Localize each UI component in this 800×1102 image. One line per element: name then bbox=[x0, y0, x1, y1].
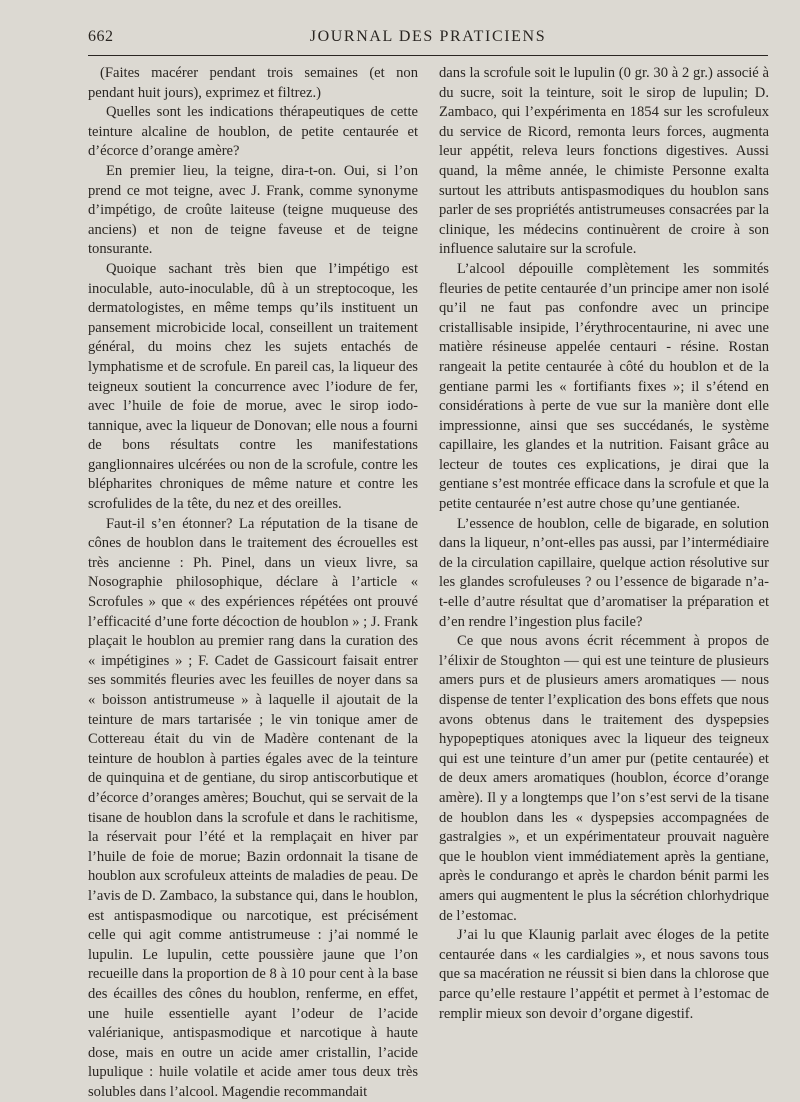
paragraph-continued: dans la scrofule soit le lupulin (0 gr. 30 à 2 gr.) associé à du sucre, soit la teinture, soit le sirop de lupulin; D. Zambaco, qui l’expérimenta en 1854 sur les scrofuleux du service de Ricord, remonta leurs forces, augmenta leur appétit, releva leurs fonctions digestives. Aussi quand, la même année, le chimiste Personne exalta surtout les attributs antispasmodiques du houblon sans parler de ses propriétés antistrumeuses consacrées par la clinique, les médecins continuèrent de croire à son influence salutaire sur la scrofule. bbox=[439, 65, 769, 258]
paragraph: Quelles sont les indications thérapeutiques de cette teinture alcaline de houblon, de petite centaurée et d’écorce d’orange amère? bbox=[88, 104, 418, 160]
left-column bbox=[88, 64, 418, 1102]
paragraph: L’essence de houblon, celle de bigarade, en solution dans la liqueur, n’ont-elles pas aussi, par l’intermédiaire de la circulation capillaire, quelque action résolutive sur les glandes scrofuleuses ? ou l’essence de bigarade n’a-t-elle d’autre résultat que d’aromatiser la préparation et d’en rendre l’ingestion plus facile? bbox=[439, 515, 769, 630]
right-column bbox=[439, 64, 769, 1024]
paragraph: J’ai lu que Klaunig parlait avec éloges de la petite centaurée dans « les cardialgies », et nous savons tous que sa macération ne réussit si bien dans la chlorose que parce qu’elle restaure l’appétit et permet à l’estomac de remplir mieux son devoir d’organe digestif. bbox=[439, 927, 769, 1022]
paragraph: Ce que nous avons écrit récemment à propos de l’élixir de Stoughton — qui est une teinture de plusieurs amers purs et de plusieurs amers aromatiques — nous dispense de tenter l’explication des bons effets que nous avons obtenus dans le traitement des dyspepsies hypopeptiques atoniques avec la liqueur des teigneux qui est une teinture d’un amer pur (petite centaurée) et de deux amers aromatiques (houblon, écorce d’orange amère). Il y a longtemps que l’on s’est servi de la tisane de houblon dans les « dyspepsies accompagnées de gastralgies », et un expérimentateur prouvait naguère que le houblon vient immédiatement après la gentiane, après le condurango et après le chardon bénit parmi les amers qui augmentent le plus la sécrétion chlorhydrique de l’estomac. bbox=[439, 633, 769, 924]
running-title: JOURNAL DES PRATICIENS bbox=[309, 28, 547, 45]
paragraph: (Faites macérer pendant trois semaines (et non pendant huit jours), exprimez et filtrez.) bbox=[88, 65, 418, 101]
page-number: 662 bbox=[88, 28, 114, 45]
header-rule bbox=[88, 55, 768, 56]
page-header bbox=[88, 28, 768, 54]
paragraph: Faut-il s’en étonner? La réputation de la tisane de cônes de houblon dans le traitement des écrouelles est très ancienne : Ph. Pinel, dans un vieux livre, sa Nosographie philosophique, déclare à l’article « Scrofules » que « des expériences répétées ont prouvé l’efficacité d’une forte décoction de houblon » ; J. Frank plaçait le houblon au premier rang dans la curation des « impétigines » ; F. Cadet de Gassicourt faisait entrer ses sommités fleuries avec les feuilles de noyer dans sa « boisson antistrumeuse » à laquelle il ajoutait de la teinture de mars tartarisée ; le vin tonique amer de Cottereau était du vin de Madère contenant de la teinture de houblon à parties égales avec de la teinture de quinquina et de gentiane, du sirop antiscorbutique et d’écorce d’oranges amères; Bouchut, qui se servait de la tisane de houblon dans la scrofule et dans le rachitisme, la réservait pour l’été et la remplaçait en hiver par l’huile de foie de morue; Bazin ordonnait la tisane de houblon aux scrofuleux atteints de maladies de peau. De l’avis de D. Zambaco, la substance qui, dans le houblon, est antispasmodique ou narcotique, est précisément celle qui agit comme antistrumeuse : j’ai nommé le lupulin. Le lupulin, cette poussière jaune que l’on recueille dans la proportion de 8 à 10 pour cent à la base des écailles des cônes du houblon, renferme, en effet, une huile essentielle ayant l’odeur de l’acide valérianique, antispasmodique et narcotique à haute dose, mais en outre un acide amer cristallin, l’acide lupulique : huile volatile et acide amer tous deux très solubles dans l’alcool. Magendie recommandait bbox=[88, 515, 418, 1100]
paragraph: En premier lieu, la teigne, dira-t-on. Oui, si l’on prend ce mot teigne, avec J. Frank, comme synonyme d’impétigo, de croûte laiteuse (teigne muqueuse des anciens) et non de teigne faveuse et de teigne tonsurante. bbox=[88, 162, 418, 258]
paragraph: L’alcool dépouille complètement les sommités fleuries de petite centaurée d’un principe amer non isolé qu’il ne faut pas confondre avec un principe cristallisable insipide, l’érythrocentaurine, ni avec une matière résineuse appelée centauri - résine. Rostan rangeait la petite centaurée à côté du houblon et de la gentiane parmi les « fortifiants fixes »; il s’étend en considérations à perte de vue sur la manière dont elle impressionne, ainsi que ses succédanés, le système capillaire, les glandes et la nutrition. Faisant grâce au lecteur de toutes ces explications, je dirai que la gentiane s’est montrée efficace dans la scrofule et que la petite centaurée n’est autre chose qu’une gentianée. bbox=[439, 260, 769, 513]
paragraph: Quoique sachant très bien que l’impétigo est inoculable, auto-inoculable, dû à un streptocoque, les dermatologistes, en même temps qu’ils instituent un pansement microbicide local, conseillent un traitement général, du moins chez les sujets entachés de lymphatisme et de scrofule. En pareil cas, la liqueur des teigneux soutient la concurrence avec l’iodure de fer, avec l’huile de foie de morue, avec le sirop iodo-tannique, avec la liqueur de Donovan; elle nous a fourni de bons résultats contre les manifestations ganglionnaires ulcérées ou non de la scrofule, contre les blépharites chroniques de même nature et contre les scrofulides de la tête, du nez et des oreilles. bbox=[88, 260, 418, 513]
